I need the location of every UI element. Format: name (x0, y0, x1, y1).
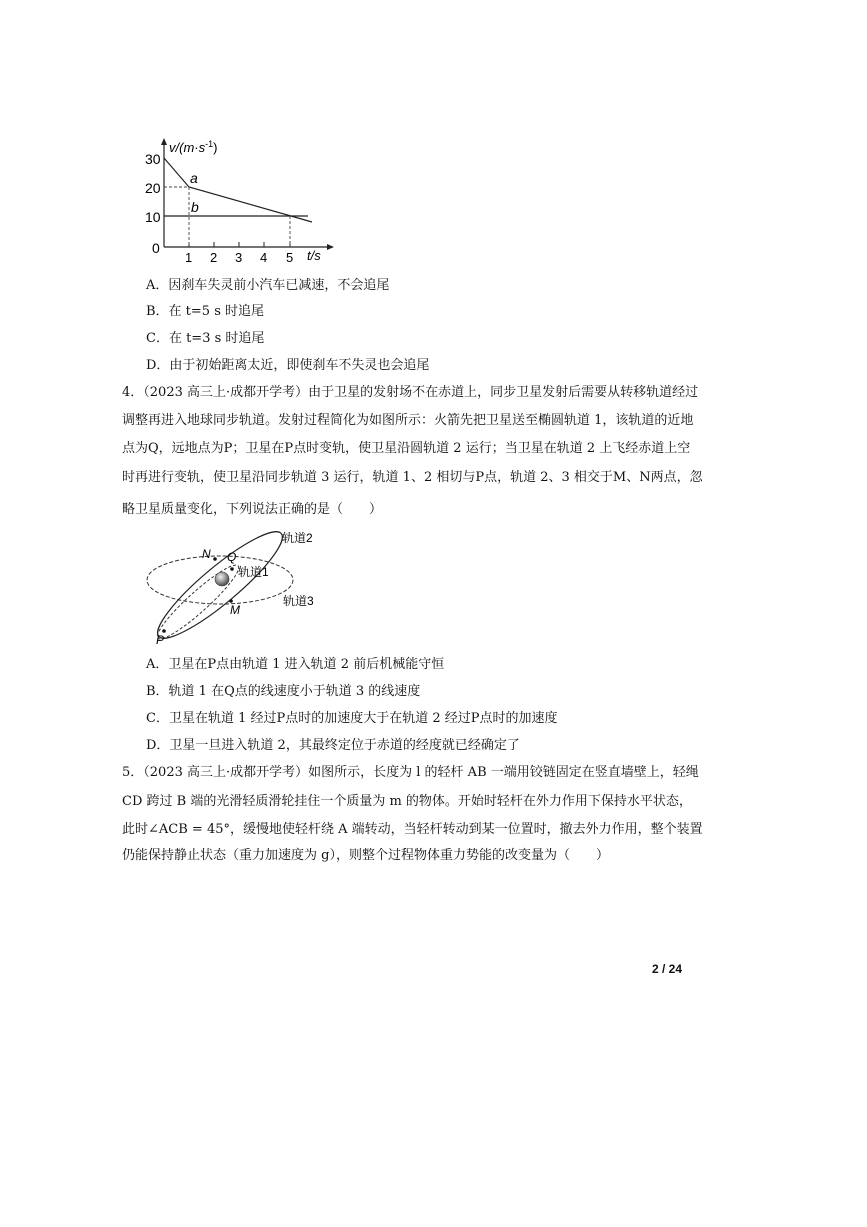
q5-line-4: 仍能保持静止状态（重力加速度为 g），则整个过程物体重力势能的改变量为（ ） (122, 848, 609, 863)
q5-line-2: CD 跨过 B 端的光滑轻质滑轮挂住一个质量为 m 的物体。开始时轻杆在外力作用下保持水平状态， (122, 794, 692, 809)
x-tick-4: 4 (260, 250, 268, 264)
q5-line-1: 5．（2023 高三上·成都开学考）如图所示，长度为 l 的轻杆 AB 一端用铰链固定在竖直墙壁上，轻绳 (122, 765, 699, 780)
q4-option-b: B．轨道 1 在Q点的线速度小于轨道 3 的线速度 (146, 684, 421, 699)
earth (215, 572, 229, 586)
orbit-diagram (140, 527, 340, 647)
x-tick-5: 5 (286, 250, 294, 264)
label-n: N (202, 547, 211, 561)
page-number: 2 / 24 (652, 962, 683, 976)
y-tick-30: 30 (145, 151, 161, 167)
y-tick-0: 0 (152, 240, 160, 256)
q3-option-a: A．因刹车失灵前小汽车已减速，不会追尾 (146, 278, 390, 293)
q3-option-b: B．在 t=5 s 时追尾 (146, 304, 265, 319)
y-tick-10: 10 (145, 209, 161, 225)
q3-option-d: D．由于初始距离太近，即使刹车不失灵也会追尾 (146, 358, 430, 373)
q4-line-2: 调整再进入地球同步轨道。发射过程简化为如图所示：火箭先把卫星送至椭圆轨道 1，该轨道的近地 (122, 413, 694, 428)
label-p: P (156, 633, 165, 647)
velocity-time-graph (140, 136, 340, 264)
q4-option-d: D．卫星一旦进入轨道 2，其最终定位于赤道的经度就已经确定了 (146, 738, 520, 753)
point-q (230, 567, 234, 571)
x-tick-3: 3 (235, 250, 243, 264)
label-q: Q (227, 550, 237, 564)
orbit-2 (147, 527, 293, 647)
y-tick-20: 20 (145, 180, 161, 196)
q4-line-3: 点为Q，远地点为P；卫星在P点时变轨，使卫星沿圆轨道 2 运行；当卫星在轨道 2 上飞经赤道上空 (122, 441, 691, 456)
y-axis-label: $v/(m\cdot s^{-1})$ (169, 139, 218, 155)
line-a-label: a (190, 170, 198, 186)
point-n (213, 557, 217, 561)
line-b-label: b (191, 199, 199, 215)
label-orbit-1: 轨道1 (238, 565, 269, 579)
x-axis-arrow (327, 244, 334, 250)
q4-line-4: 时再进行变轨，使卫星沿同步轨道 3 运行，轨道 1、2 相切与P点，轨道 2、3 相交于M、N两点，忽 (122, 470, 703, 485)
y-axis-arrow (161, 138, 167, 145)
label-orbit-3: 轨道3 (283, 594, 314, 608)
label-m: M (230, 603, 240, 617)
q3-option-c: C．在 t=3 s 时追尾 (146, 331, 265, 346)
q4-line-5: 略卫星质量变化，下列说法正确的是（ ） (122, 502, 383, 517)
x-axis-label: t/s (307, 248, 321, 263)
q4-option-a: A．卫星在P点由轨道 1 进入轨道 2 前后机械能守恒 (146, 657, 445, 672)
label-orbit-2: 轨道2 (282, 531, 313, 545)
x-tick-1: 1 (185, 250, 193, 264)
q4-option-c: C．卫星在轨道 1 经过P点时的加速度大于在轨道 2 经过P点时的加速度 (146, 711, 558, 726)
q4-line-1: 4．（2023 高三上·成都开学考）由于卫星的发射场不在赤道上，同步卫星发射后需要从转移轨道经过 (122, 385, 699, 400)
q5-line-3: 此时∠ACB = 45°，缓慢地使轻杆绕 A 端转动，当轻杆转动到某一位置时，撤去外力作用，整个装置 (122, 822, 703, 837)
x-tick-2: 2 (210, 250, 218, 264)
line-a (164, 158, 312, 222)
